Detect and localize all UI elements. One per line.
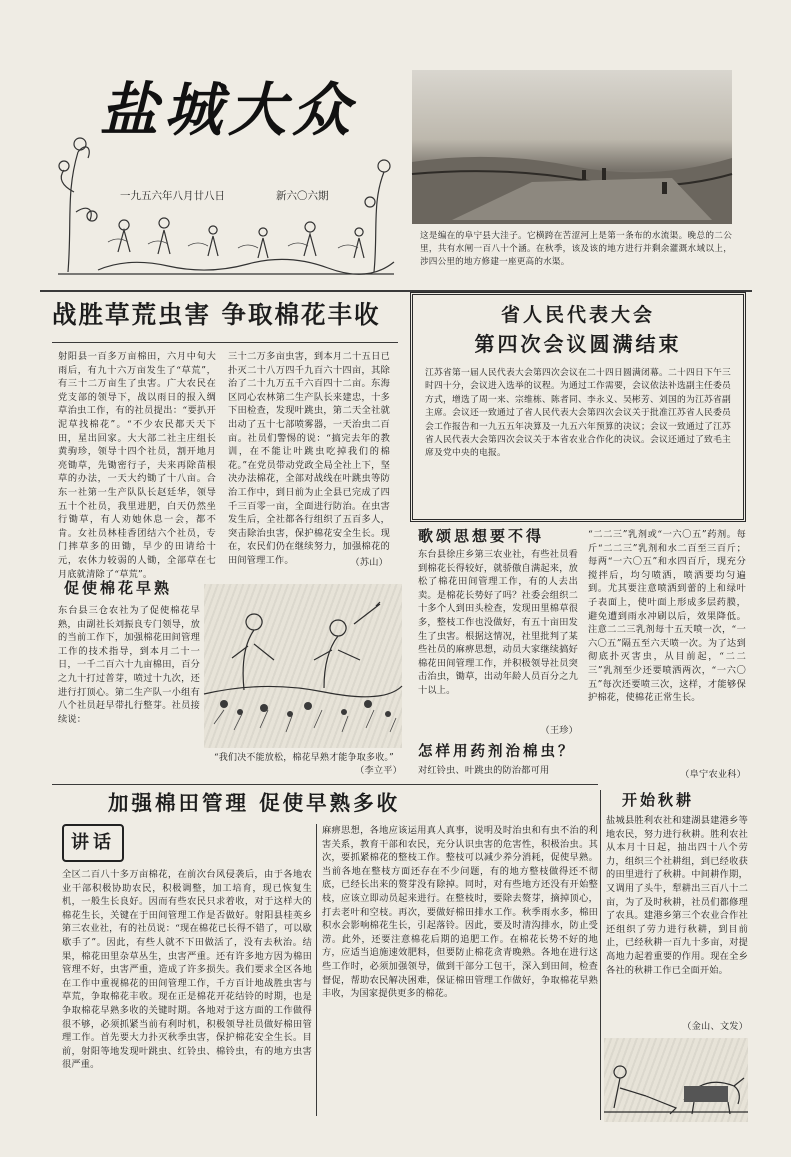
mgmt-headline: 加强棉田管理 促使早熟多收 [108,791,401,815]
pesticide-headline: 怎样用药剂治棉虫？ [418,743,576,760]
congress-headline1: 省人民代表大会 [500,304,655,326]
early-headline: 促使棉花早熟 [64,579,173,597]
talk-badge-label: 讲话 [71,832,115,853]
lead-byline: （苏山） [350,557,388,568]
pesticide-byline: （阜宁农业科） [680,769,746,780]
lead-headline: 战胜草荒虫害 争取棉花丰收 [52,300,381,329]
photo-scene [412,70,732,224]
front-photo [412,70,732,224]
farmers-sketch [204,584,402,748]
congress-box [410,292,746,522]
talk-badge [62,824,124,862]
lead-col2: 三十二万多亩虫害，到本月二十五日已扑灭二十八万四千九百六十四亩，其除治了二十九万五千六百四十二亩。东海区同心农林第二生产队长来建忠，十多下田检查，发现叶跳虫，第二天全社就出动了五十七部喷雾器，一天治虫二百亩。社员们警惕的说：“搞完去年的教训，在不能让叶跳虫吃掉我们的棉花。”在党员带动党政全局全社上下，坚决办法棉花，全部对战线在叶跳虫等防治工作中，到日前为止全县已完成了四千三百零一亩，全面进行防治。在虫害发生后，全社都各行组织了五百多人，突击除治虫害，保护棉花安全生长。现在，农民们仍在继续努力，加强棉花的田间管理工作。 [228,351,390,566]
autumn-illustration [604,1038,748,1122]
masthead-date: 一九五六年八月廿八日 [120,190,225,202]
congress-headline2: 第四次会议圆满结束 [474,332,682,356]
early-caption: “我们决不能放松，棉花早熟才能争取多收。” [214,753,394,763]
autumn-headline: 开始秋耕 [622,791,695,809]
early-illustration [204,584,402,748]
early-byline: （李立平） [355,765,402,776]
mgmt-col1-top [130,824,312,864]
praise-byline: （王珍） [540,725,578,736]
masthead-title: 盐城大众 [100,76,357,144]
masthead-issue: 新六〇六期 [276,190,329,202]
right-col-divider [600,790,601,1120]
autumn-byline: （金山、文发） [682,1021,748,1032]
early-body: 东台县三仓农社为了促使棉花早熟，由副社长刘振良专门领导，放的当前工作下，加强棉花田间管理工作的技术指导，到本月二十一日，一千二百六十九亩棉田，百分之九十打过普芽，喷过十九次，还进行打顶心。第二生产队一小组有八个社员赶早带扎行整芽。社员接续说： [58,605,200,725]
autumn-body: 盐城县胜利农社和建湖县建港乡等地农民，努力进行秋耕。胜利农社从本月十日起，抽出四十八个劳力，组织三个社耕组，到已经收获的田里进行了秋耕。中间耕作期，又调用了头牛，犁耕出三百八十二亩，为了及时秋耕，社员们都修理了农具。建港乡第三个农业合作社还组织了劳力进行秋耕，到目前止，已经秋耕一百九十多亩，对提高地力起着重要的作用。现在全乡各社的秋耕工作已全面开始。 [606,815,748,976]
col-divider [316,824,317,1116]
lead-col1: 射阳县一百多万亩棉田，六月中旬大雨后，有九十六万亩发生了“草荒”，有三十二万亩生了虫害。广大农民在党支部的领导下，战以雨日的报入绸草治虫工作，有的社员提出：“要扒开泥草找棉花”。“不少农民都天天下田，星出回家。大大部二社主庄组长黄驹珍，领导十四个社员，割开地月亮锄草，先锄密行子，夫来再除苗根草的办法，一天大约锄了十八亩。合东一社第一生产队队长赵廷华，领导五十个社员，我里进肥，白天仍然坐行锄草，有人劝她休息一会，都不肯。女社员林桂香团结六个社员，专门摔草多的田锄，早少的田请给十元，农休力较弱的人锄，全部草在七月底就清除了“草荒”。 [58,351,216,580]
praise-body: 东台县徐庄乡第三农业社，有些社员看到棉花长得较好，就骄傲自满起来，放松了棉花田间管理工作，有的人去出卖。是棉花长势好了吗？社委会组织二十多个人到田头检查，发现田里棉草很多，整枝工作也没做好，有五十亩田发生了虫害。根据这情况，社里批判了某些社员的麻痹思想，动员大家继续搞好棉花田间管理工作，并积极领导社员突击治虫，锄草，出动年龄人员百分之九十以上。 [418,549,578,696]
mgmt-col1: 全区二百八十多万亩棉花，在前次台风侵袭后，由于各地农业干部积极协助农民，积极调整，加工培育，现已恢复生机，一般生长良好。因而有些农民只求着收，对于这样大的棉花生长，关键在于田间管理工作是否做好。射阳县桂英乡第三农业社，有的社员说：“现在棉花已长得不错了，可以歇歇手了”。因此，有些人就不下田做活了，没有去秋治。结果，棉花田里杂草丛生，虫害严重。还有许多地方因为棉田管理不好，虫害严重，造成了许多损失。我们要求全区各地在工作中重视棉花的田间管理工作，千方百计地战胜虫害与草荒，争取棉花丰收。现在正是棉花开花结铃的时期，也是争取棉花早熟多收的关键时期。各地对于这方面的工作做得很不够，必须抓紧当前有利时机，积极领导社员做好棉田管理工作。首先要大力扑灭秋季虫害，保护棉花安全生长。目前，射阳等地发现叶跳虫、红铃虫、棉铃虫，有的地方虫害很严重。 [62,869,312,1071]
plough-sketch [604,1038,748,1122]
pesticide-intro: 对红铃虫、叶跳虫的防治都可用 [418,765,550,776]
mid-divider [52,784,598,785]
lead-rule [52,342,398,343]
praise-headline: 歌颂思想要不得 [418,527,545,545]
congress-body: 江苏省第一届人民代表大会第四次会议在二十四日圆满闭幕。二十四日下午三时四十分，会议进入选举的议程。为通过工作需要，会议依法补选副主任委员方式，增选了周一来、宗维栋、陈者同、李永义、吴彬芳、刘国的为江苏省副主席。会议还一致通过了省人民代表大会第四次会议关于批准江苏省人民委员会工作报告和一九五五年决算及一九五六年预算的决议；会议一致通过了江苏省人民代表大会第四次会议关于本省农业合作化的决议。会议还通过了致毛主席及党中央的电报。 [425,368,731,459]
photo-caption: 这是编在的阜宁县大洼子。它横跨在苦涩河上是第一条布的水流渠。晚总的二公里，共有水闸一百八十个涵。在秋季，该及该的地方进行并剩余灌溉水域以上，涉四公里的地方修建一座更高的水渠。 [420,231,732,268]
mgmt-col2: 麻痹思想，各地应该运用真人真事，说明及时治虫和有虫不治的利害关系，教育干部和农民，充分认识虫害的危害性，积极治虫。其次，要抓紧棉花的整枝工作。整枝可以减少养分消耗，促使早熟。当前各地在整枝方面还存在不少问题，有的地方整枝做得还不彻底，已经长出来的赘芽没有除掉。同时，对有些地方还没有开始整枝，应该立即动员起来进行。在整枝时，要除去赘芽，摘掉顶心，打去老叶和空枝。再次，要做好棉田排水工作。秋季雨水多，棉田积水会影响棉花生长，引起落铃。因此，要及时清沟排水，防止受涝。此外，还要注意棉花后期的追肥工作。在棉花长势不好的地方，应适当追施速效肥料，但要防止棉花贪青晚熟。各地在进行这些工作时，必须加强领导，做到干部分工包干，深入到田间，检查督促，帮助农民解决困难，保证棉田管理工作做好，争取棉花早熟丰收，为国家提供更多的棉花。 [322,825,598,1000]
pesticide-body: “二二三”乳剂或“一六〇五”药剂。每斤“二二三”乳剂和水二百至三百斤；每两“一六〇五”和水四百斤，现充分搅拌后，均匀喷洒，喷洒要均匀遍到。尤其要注意喷洒到蕾的上和绿叶子表面上，使叶面上形成多层药膜，避免遭到雨水冲刷以后，效果降低。注意二二三乳剂每十五天喷一次，“一六〇五”隔五至六天喷一次。为了达到彻底扑灭害虫，从目前起，“二二三”乳剂至少还要喷洒两次，“一六〇五”每次还要喷三次，这样，才能够保护棉花，使棉花正常生长。 [588,529,746,704]
masthead [58,52,394,280]
